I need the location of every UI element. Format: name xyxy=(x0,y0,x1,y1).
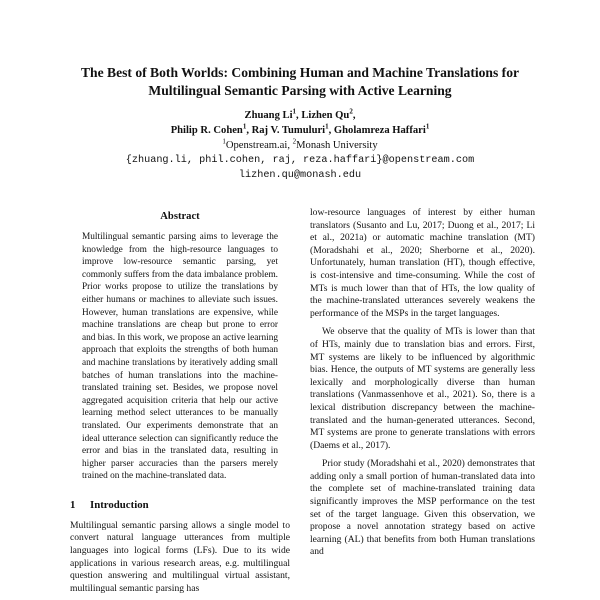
author-name: Gholamreza Haffari xyxy=(333,125,426,136)
section-title: Introduction xyxy=(90,498,149,511)
affiliation-marker: 1 xyxy=(292,107,297,116)
right-paragraph-3: Prior study (Moradshahi et al., 2020) demonstrates that adding only a small portion of human-translated data into the complete set of machine-translated training data significantly improves the MSP performance on the test set of the target language. Given this observation, we propose a novel annotation strategy based on active learning (AL) that benefits from both Human translations and xyxy=(310,458,535,558)
section-heading-introduction xyxy=(70,499,290,512)
email-line-2: lizhen.qu@monash.edu xyxy=(238,170,362,181)
author-line-1: Zhuang Li$^1$, Lizhen Qu$^2$, xyxy=(244,107,356,121)
right-paragraph-2: We observe that the quality of MTs is lower than that of HTs, mainly due to translation bias and errors. First, MT systems are likely to be influenced by algorithmic bias. Hence, the outputs of MT systems are generally less lexically and morphologically diverse than human translations (Vanmassenhove et al., 2021). So, there is a lexical distribution discrepancy between the machine-translated and the human-generated utterances. Second, MT systems are prone to generate translations with errors (Daems et al., 2017). xyxy=(310,326,535,451)
affiliation-marker: 1 xyxy=(325,122,329,131)
right-paragraph-1: low-resource languages of interest by either human translators (Susanto and Lu, 2017; Duong et al., 2017; Li et al., 2021a) or automatic machine translation (MT) (Moradshahi et al., 2020; Sherborne et al., 2020). Unfortunately, human translation (HT), though effective, is cost-intensive and time-consuming. While the cost of MTs is much lower than that of HTs, the low quality of the machine-translated utterances severely weakens the performance of the MSPs in the target languages. xyxy=(310,207,535,319)
affiliation-1: Openstream.ai, xyxy=(225,140,293,151)
left-column xyxy=(70,210,290,595)
affiliation-marker: 2 xyxy=(349,107,353,116)
affiliation-marker: 1 xyxy=(222,137,226,146)
email-line-1: {zhuang.li, phil.cohen, raj, reza.haffari}@openstream.com xyxy=(125,155,475,166)
author-name: Philip R. Cohen xyxy=(170,125,243,136)
introduction-paragraph: Multilingual semantic parsing allows a single model to convert natural language utterances from multiple languages into logical forms (LFs). Due to its wide applications in various research areas, e.g. multilingual question answering and multilingual virtual assistant, multilingual semantic parsing has xyxy=(70,519,290,594)
affiliation-marker: 2 xyxy=(292,137,297,146)
title-line-1: The Best of Both Worlds: Combining Human and Machine Translations for xyxy=(80,65,520,80)
title-line-2: Multilingual Semantic Parsing with Active Learning xyxy=(148,83,452,98)
affiliations xyxy=(40,138,560,153)
author-block xyxy=(40,108,560,183)
paper-title xyxy=(40,64,560,100)
section-number: 1 xyxy=(70,498,76,511)
author-name: Zhuang Li xyxy=(244,110,293,121)
author-name: Lizhen Qu xyxy=(301,110,350,121)
right-column xyxy=(310,207,535,559)
affiliation-marker: 1 xyxy=(425,122,430,131)
abstract-heading: Abstract xyxy=(160,211,200,222)
abstract-text: Multilingual semantic parsing aims to leverage the knowledge from the high-resource languages to improve low-resource semantic parsing, yet commonly suffers from the data imbalance problem. Prior works propose to utilize the translations by either humans or machines to alleviate such issues. However, human translations are expensive, while machine translations are cheap but prone to error and bias. In this work, we propose an active learning approach that exploits the strengths of both human and machine translations by iteratively adding small batches of human translations into the machine-translated training set. Besides, we propose novel aggregated acquisition criteria that help our active learning method select utterances to be manually translated. Our experiments demonstrate that an ideal utterance selection can significantly reduce the error and bias in the translated data, resulting in higher parser accuracies than the parsers merely trained on the machine-translated data. xyxy=(82,232,278,482)
affiliation-marker: 1 xyxy=(242,122,247,131)
author-line-2: Philip R. Cohen$^1$, Raj V. Tumuluri$^1$, Gholamreza Haffari$^1$ xyxy=(170,122,430,136)
author-name: Raj V. Tumuluri xyxy=(251,125,326,136)
affiliation-2: Monash University xyxy=(296,140,378,151)
